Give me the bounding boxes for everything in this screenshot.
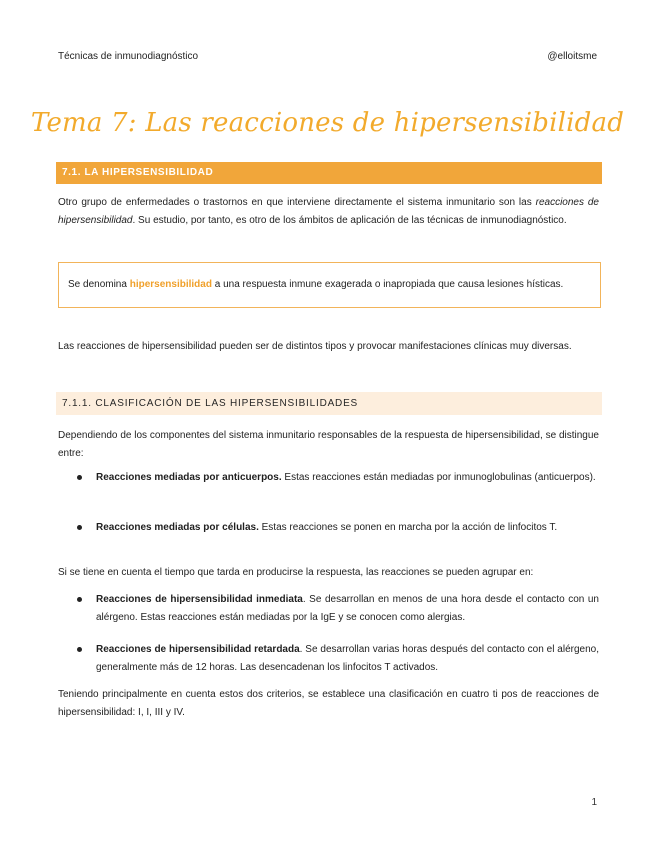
- list-item-bold: Reacciones mediadas por anticuerpos.: [96, 472, 282, 483]
- header-author-handle: @elloitsme: [547, 51, 597, 62]
- subsection-heading: 7.1.1. CLASIFICACIÓN DE LAS HIPERSENSIBILIDADES: [56, 392, 602, 415]
- time-intro: Si se tiene en cuenta el tiempo que tarda en producirse la respuesta, las reacciones se pueden agrupar en:: [58, 567, 534, 578]
- list-item: [96, 641, 599, 676]
- intro-italic-term: reacciones de hipersensibilidad: [58, 197, 599, 226]
- page-title: Tema 7: Las reacciones de hipersensibilidad: [30, 108, 625, 138]
- section-heading: 7.1. LA HIPERSENSIBILIDAD: [56, 162, 602, 184]
- bullet-dot: [77, 525, 82, 530]
- list-item-text: Estas reacciones están mediadas por inmunoglobulinas (anticuerpos).: [281, 472, 596, 483]
- definition-highlight: hipersensibilidad: [129, 279, 212, 290]
- list-item: [96, 591, 599, 626]
- intro-text-2: . Su estudio, por tanto, es otro de los ámbitos de aplicación de las técnicas de inmunodiagnóstico.: [132, 214, 567, 226]
- list-item-bold: Reacciones mediadas por células.: [96, 522, 259, 533]
- list-item: [96, 519, 599, 537]
- header-course-title: Técnicas de inmunodiagnóstico: [58, 51, 199, 62]
- page-number: 1: [591, 797, 597, 808]
- definition-before: Se denomina: [68, 279, 130, 290]
- definition-after: a una respuesta inmune exagerada o inapropiada que causa lesiones hísticas.: [211, 279, 564, 290]
- intro-text-1: Otro grupo de enfermedades o trastornos en que interviene directamente el sistema inmunitario son las: [58, 197, 536, 208]
- bullet-dot: [77, 647, 82, 652]
- list-item-text: . Se desarrollan en menos de una hora desde el contacto con un alérgeno. Estas reacciones están mediadas por la IgE y se conocen como alergias.: [96, 594, 599, 623]
- list-item-text: . Se desarrollan varias horas después del contacto con el alérgeno, generalmente más de 12 horas. Las desencadenan los linfocitos T activados.: [96, 644, 599, 673]
- bullet-dot: [77, 597, 82, 602]
- bullet-dot: [77, 475, 82, 480]
- list-item-bold: Reacciones de hipersensibilidad retardada: [96, 644, 300, 655]
- list-item-bold: Reacciones de hipersensibilidad inmediata: [96, 594, 303, 605]
- components-intro: Dependiendo de los componentes del sistema inmunitario responsables de la respuesta de hipersensibilidad, se distingue entre:: [58, 430, 599, 459]
- list-item-text: Estas reacciones se ponen en marcha por la acción de linfocitos T.: [258, 522, 558, 533]
- conclusion-paragraph: Teniendo principalmente en cuenta estos dos criterios, se establece una clasificación en cuatro ti pos de reacciones de hipersensibilidad: I, I, III y IV.: [58, 689, 599, 718]
- definition-box: [58, 262, 601, 308]
- intro-paragraph: [58, 194, 599, 229]
- types-paragraph: Las reacciones de hipersensibilidad pueden ser de distintos tipos y provocar manifestaciones clínicas muy diversas.: [58, 341, 572, 352]
- list-item: [96, 469, 599, 487]
